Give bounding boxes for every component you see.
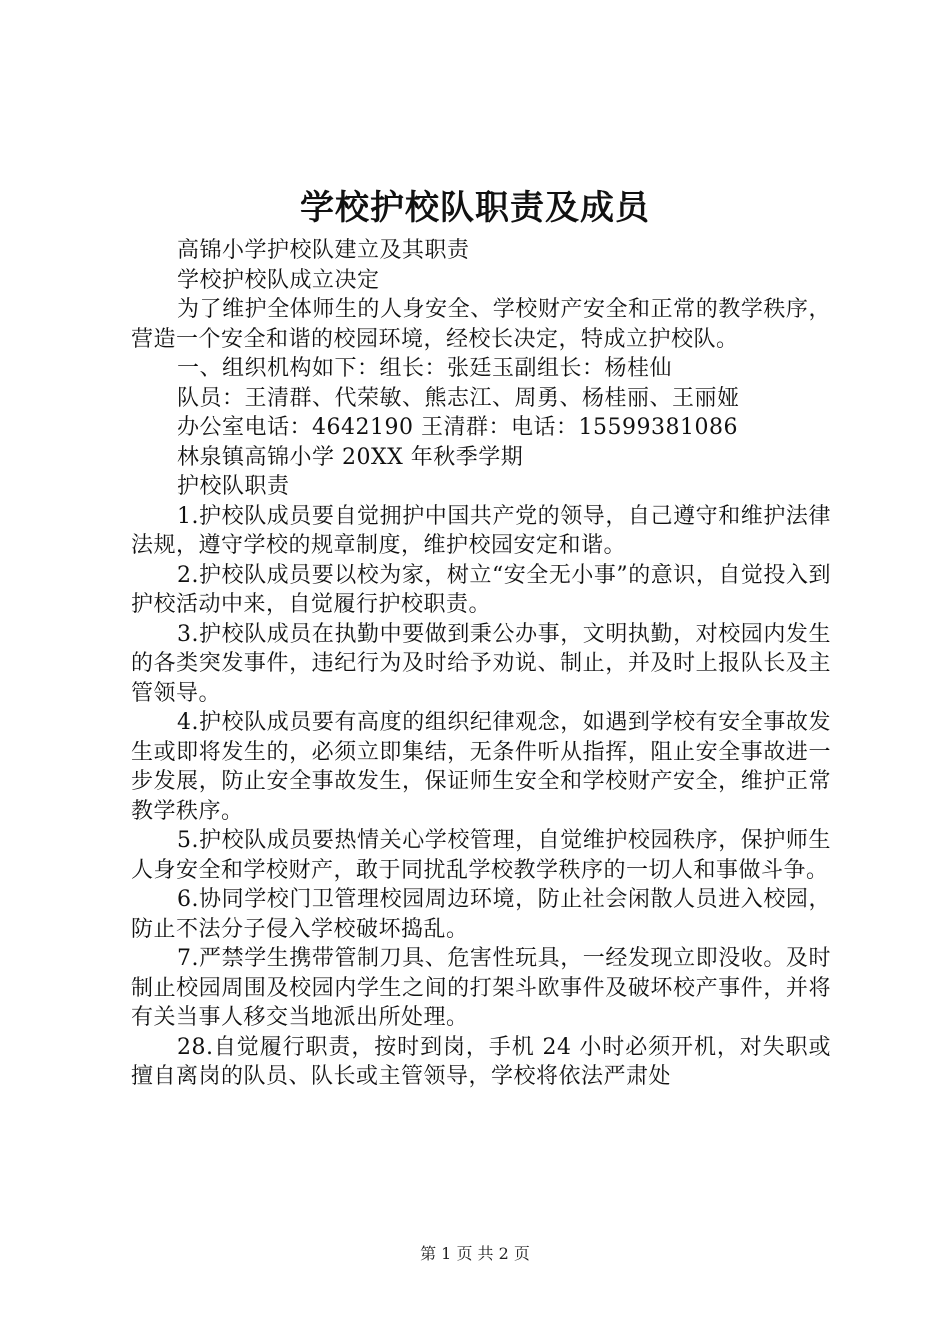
paragraph-subtitle: 高锦小学护校队建立及其职责 bbox=[177, 238, 470, 263]
duty-item-3: 3.护校队成员在执勤中要做到秉公办事，文明执勤，对校园内发生的各类突发事件，违纪行为及时给予劝说、制止，并及时上报队长及主管领导。 bbox=[131, 621, 831, 706]
duty-item-6: 6.协同学校门卫管理校园周边环境，防止社会闲散人员进入校园，防止不法分子侵入学校破坏捣乱。 bbox=[131, 887, 831, 942]
paragraph-decision-heading: 学校护校队成立决定 bbox=[177, 267, 380, 293]
duty-item-5: 5.护校队成员要热情关心学校管理，自觉维护校园秩序，保护师生人身安全和学校财产，敢于同扰乱学校教学秩序的一切人和事做斗争。 bbox=[131, 828, 831, 883]
duty-item-2: 2.护校队成员要以校为家，树立“安全无小事”的意识，自觉投入到护校活动中来，自觉履行护校职责。 bbox=[131, 562, 831, 617]
paragraph-school-term: 林泉镇高锦小学 20XX 年秋季学期 bbox=[177, 444, 524, 470]
duty-item-7: 7.严禁学生携带管制刀具、危害性玩具，一经发现立即没收。及时制止校园周围及校园内学生之间的打架斗欧事件及破坏校产事件，并将有关当事人移交当地派出所处理。 bbox=[131, 946, 831, 1030]
paragraph-purpose: 为了维护全体师生的人身安全、学校财产安全和正常的教学秩序，营造一个安全和谐的校园环境，经校长决定，特成立护校队。 bbox=[131, 297, 831, 352]
page-footer: 第 1 页 共 2 页 bbox=[420, 1244, 530, 1263]
document-body bbox=[131, 236, 831, 1092]
paragraph-contact: 办公室电话：4642190 王清群：电话：15599381086 bbox=[177, 415, 738, 440]
paragraph-organization: 一、组织机构如下：组长：张廷玉副组长：杨桂仙 bbox=[177, 356, 673, 381]
duty-item-1: 1.护校队成员要自觉拥护中国共产党的领导，自己遵守和维护法律法规，遵守学校的规章制度，维护校园安定和谐。 bbox=[131, 503, 831, 558]
duty-item-28: 28.自觉履行职责，按时到岗，手机 24 小时必须开机，对失职或擅自离岗的队员、队长或主管领导，学校将依法严肃处 bbox=[131, 1034, 831, 1089]
paragraph-duties-heading: 护校队职责 bbox=[177, 474, 290, 499]
duty-item-4: 4.护校队成员要有高度的组织纪律观念，如遇到学校有安全事故发生或即将发生的，必须立即集结，无条件听从指挥，阻止安全事故进一步发展，防止安全事故发生，保证师生安全和学校财产安全，维护正常教学秩序。 bbox=[131, 710, 831, 824]
paragraph-members: 队员：王清群、代荣敏、熊志江、周勇、杨桂丽、王丽娅 bbox=[177, 385, 740, 411]
document-title: 学校护校队职责及成员 bbox=[300, 188, 650, 228]
